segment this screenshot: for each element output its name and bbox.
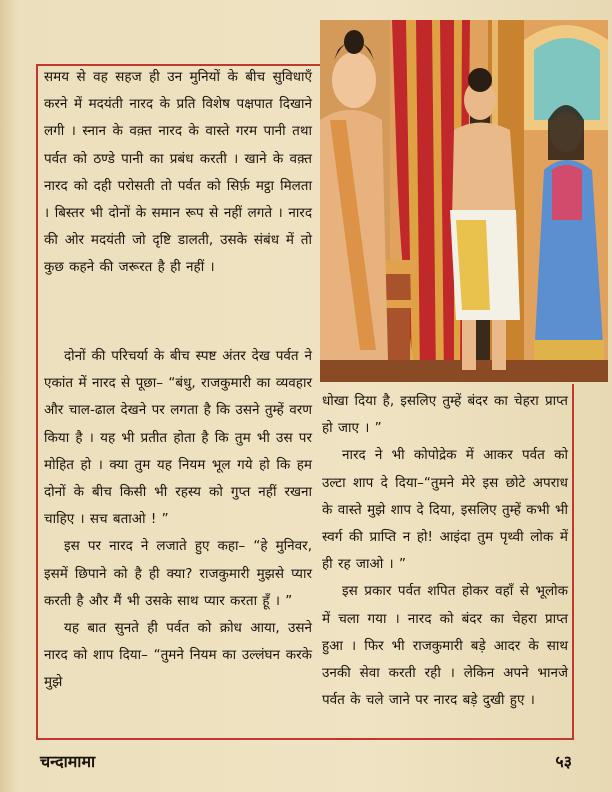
paragraph: नारद ने भी कोपोद्रेक में आकर पर्वत को उल्टा शाप दे दिया–“तुमने मेरे इस छोटे अपराध के वास्ते मुझे शाप दे दिया, इसलिए तुम्हें कभी भी स्वर्ग की प्राप्ति न हो! आइंदा तुम पृथ्वी लोक में ही रह जाओ । ” xyxy=(322,447,568,573)
text-column-right xyxy=(322,388,568,714)
text-column-top xyxy=(44,64,312,282)
magazine-name: चन्दामामा xyxy=(40,752,96,771)
paragraph: इस प्रकार पर्वत शपित होकर वहाँ से भूलोक में चला गया । नारद को बंदर का चेहरा प्राप्त हुआ । फिर भी राजकुमारी बड़े आदर के साथ उनकी सेवा करती रही । लेकिन अपने भानजे पर्वत के चले जाने पर नारद बड़े दुखी हुए । xyxy=(322,583,568,709)
story-illustration xyxy=(320,20,608,382)
paragraph: यह बात सुनते ही पर्वत को क्रोध आया, उसने नारद को शाप दिया– “तुमने नियम का उल्लंघन करके मुझे xyxy=(44,620,312,691)
paragraph: इस पर नारद ने लजाते हुए कहा– “हे मुनिवर, इसमें छिपाने को है ही क्या? राजकुमारी मुझसे प्यार करती है और मैं भी उसके साथ प्यार करता हूँ । ” xyxy=(44,538,312,609)
paragraph: समय से वह सहज ही उन मुनियों के बीच सुविधाएँ करने में मदयंती नारद के प्रति विशेष पक्षपात दिखाने लगी । स्नान के वक़्त नारद के वास्ते गरम पानी तथा पर्वत को ठण्डे पानी का प्रबंध करती । खाने के वक़्त नारद को दही परोसती तो पर्वत को सिर्फ़ मट्ठा मिलता । बिस्तर भी दोनों के समान रूप से नहीं लगते । नारद की ओर मदयंती जो दृष्टि डालती, उसके संबंध में तो कुछ कहने की जरूरत है ही नहीं । xyxy=(44,69,312,276)
page-number: ५३ xyxy=(555,752,572,771)
paragraph: दोनों की परिचर्या के बीच स्पष्ट अंतर देख पर्वत ने एकांत में नारद से पूछा– “बंधु, राजकुमारी का व्यवहार और चाल-ढाल देखने पर लगता है कि उसने तुम्हें वरण किया है । यह भी प्रतीत होता है कि तुम भी उस पर मोहित हो । क्या तुम यह नियम भूल गये हो कि हम दोनों के बीच किसी भी रहस्य को गुप्त नहीं रखना चाहिए । सच बताओ ! ” xyxy=(44,348,312,528)
text-column-left xyxy=(44,343,312,697)
paragraph: धोखा दिया है, इसलिए तुम्हें बंदर का चेहरा प्राप्त हो जाए । ” xyxy=(322,393,568,437)
